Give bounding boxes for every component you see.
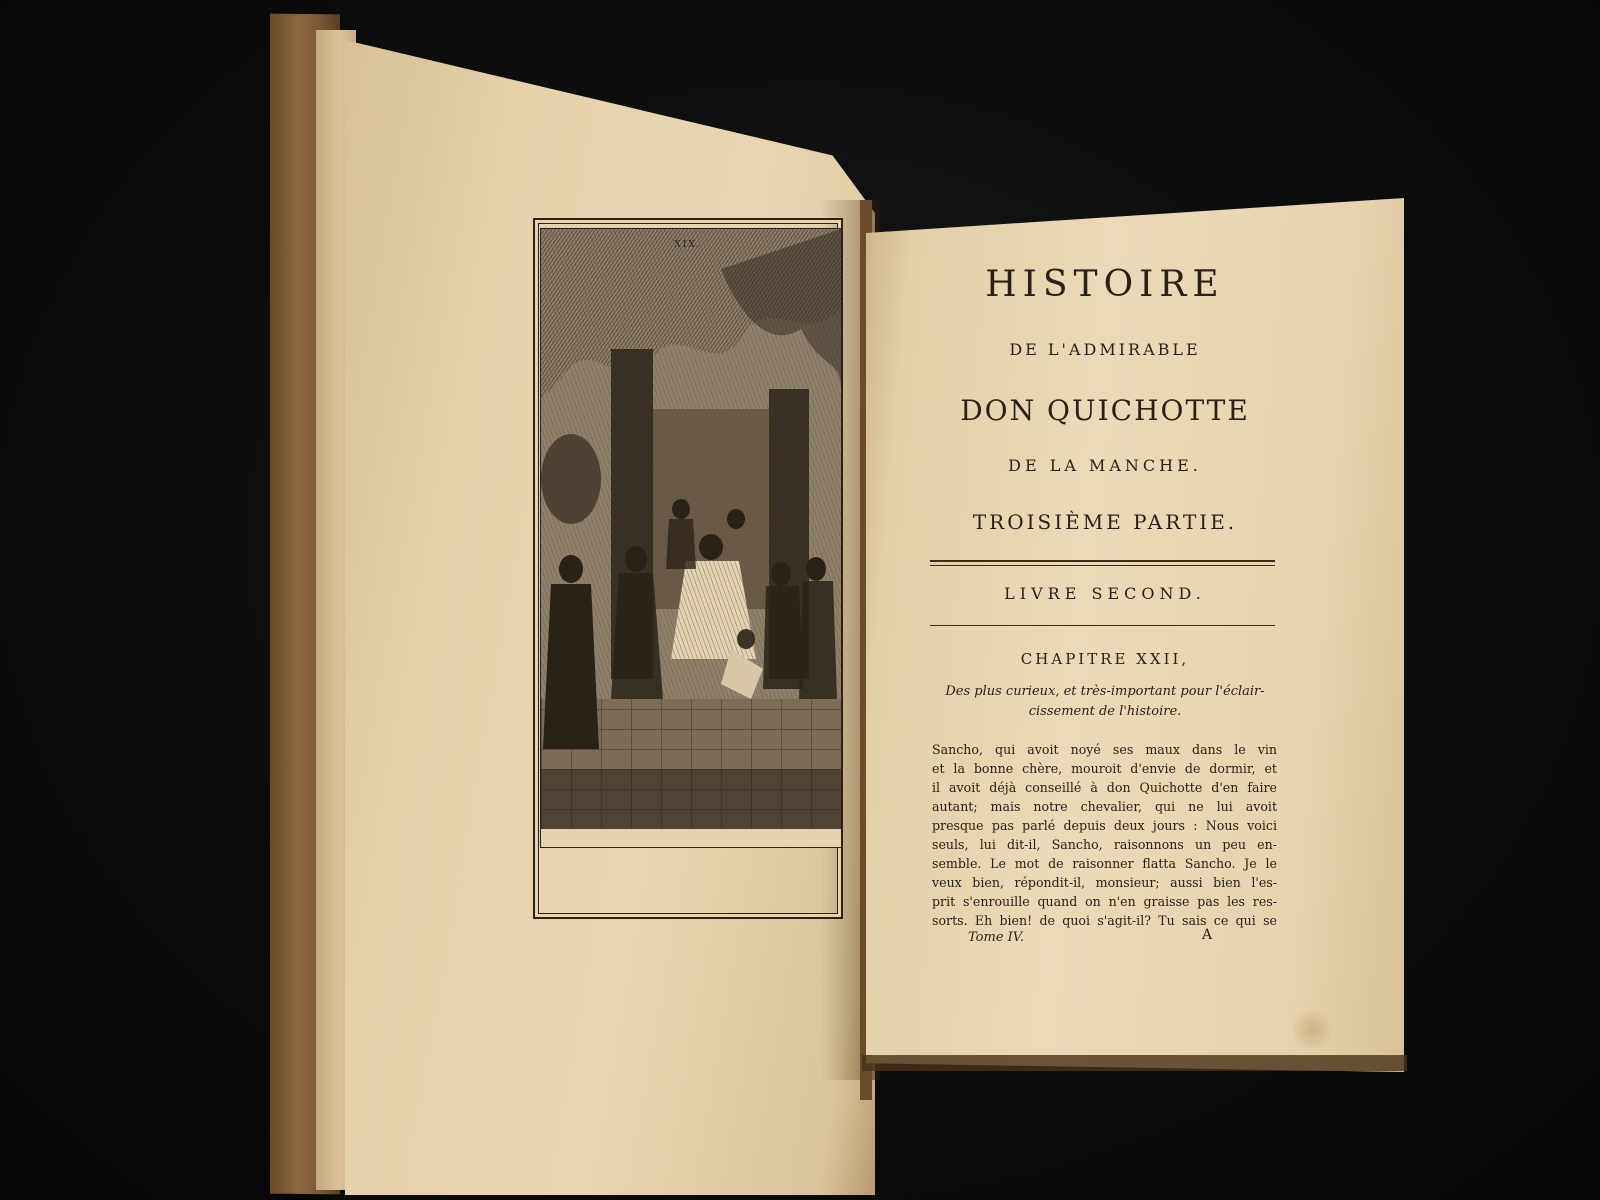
body-text-line: presque pas parlé depuis deux jours : Nous voici [932,818,1277,833]
body-text-line: prit s'enrouille quand on n'en graisse pas les res- [932,894,1277,909]
body-text-line: semble. Le mot de raisonner flatta Sancho. Je le [932,856,1277,871]
chapter-subtitle-line-2: cissement de l'histoire. [1028,704,1182,719]
title-part: TROISIÈME PARTIE. [972,510,1238,534]
footer-signature-mark: A [1202,927,1213,943]
paper-stain [1290,1010,1334,1050]
body-text-line: et la bonne chère, mouroit d'envie de dormir, et [932,761,1277,776]
right-page [866,198,1404,1072]
double-rule-divider [930,560,1275,566]
footer-tome: Tome IV. [968,930,1025,945]
title-de-la-manche: DE LA MANCHE. [1008,456,1202,475]
engraving-illustration [540,228,842,848]
title-don-quichotte: DON QUICHOTTE [960,394,1250,427]
chapter-subtitle-line-1: Des plus curieux, et très-important pour l'éclair- [945,684,1265,699]
body-text-line: autant; mais notre chevalier, qui ne lui avoit [932,799,1277,814]
engraving-svg [541,229,841,847]
body-text-line: Sancho, qui avoit noyé ses maux dans le vin [932,742,1277,757]
title-de-l-admirable: DE L'ADMIRABLE [1009,340,1201,359]
body-text-line: seuls, lui dit-il, Sancho, raisonnons un peu en- [932,837,1277,852]
plate-number: XIX. [674,240,702,250]
title-histoire: HISTOIRE [985,264,1225,305]
single-rule-divider [930,625,1275,626]
body-text-line: sorts. Eh bien! de quoi s'agit-il? Tu sais ce qui se [932,913,1277,928]
book-heading: LIVRE SECOND. [1004,584,1206,603]
chapter-heading: CHAPITRE XXII, [1020,650,1190,668]
body-text-line: il avoit déjà conseillé à don Quichotte d'en faire [932,780,1277,795]
back-cover-bottom-edge [862,1055,1407,1071]
body-text-line: veux bien, répondit-il, monsieur; aussi bien l'es- [932,875,1277,890]
